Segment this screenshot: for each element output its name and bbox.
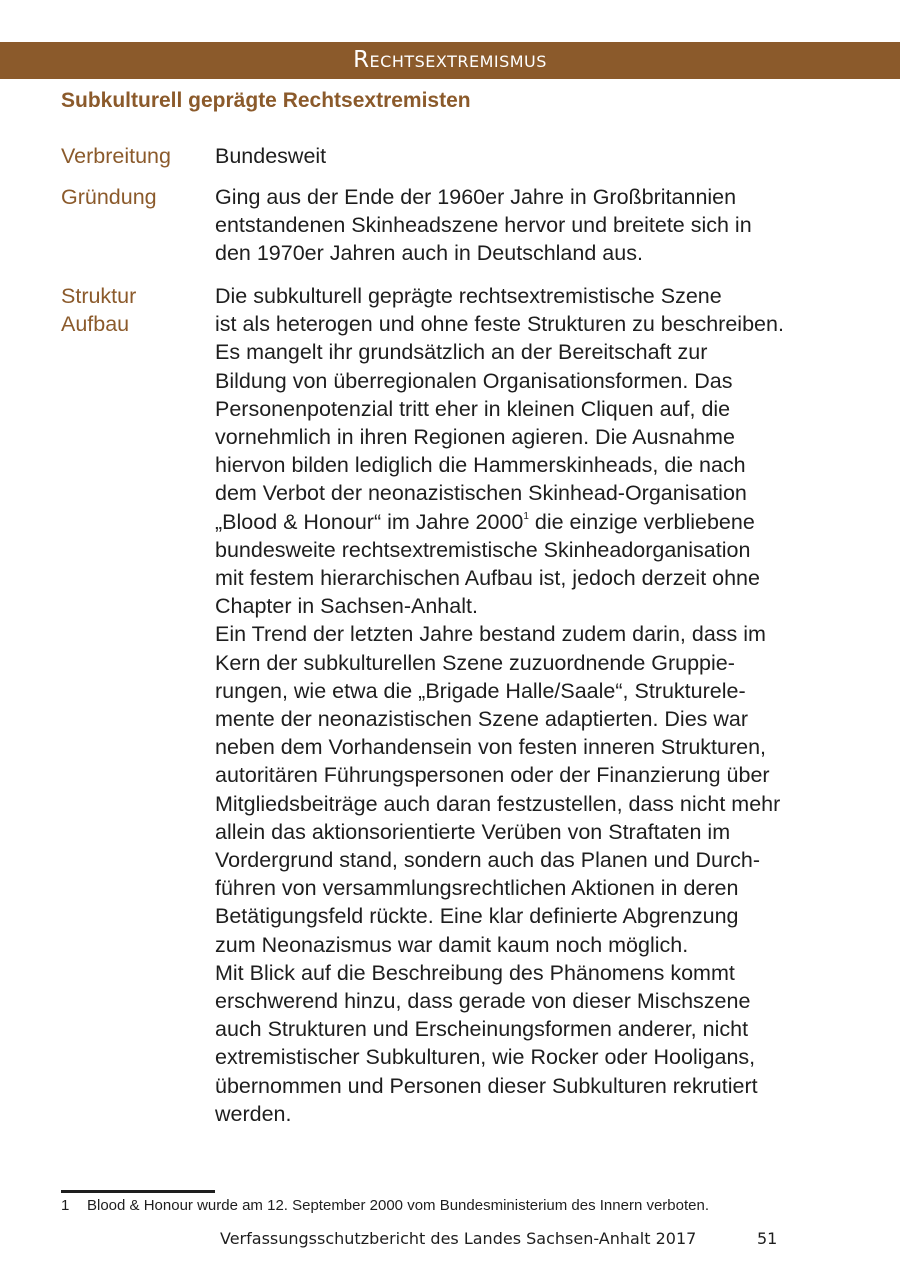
text-line: bundesweite rechtsextremistische Skinheadorganisation [215, 537, 751, 562]
text-line: rungen, wie etwa die „Brigade Halle/Saale“, Strukturele- [215, 678, 746, 703]
label-gruendung: Gründung [61, 185, 157, 209]
footnote-text: Blood & Honour wurde am 12. September 2000 vom Bundesministerium des Innern verboten. [87, 1197, 710, 1214]
text-line: Betätigungsfeld rückte. Eine klar definierte Abgrenzung [215, 904, 739, 929]
text-line: Ging aus der Ende der 1960er Jahre in Großbritannien [215, 185, 737, 209]
text-line: Personenpotenzial tritt eher in kleinen Cliquen auf, die [215, 396, 731, 421]
text-segment: „Blood & Honour“ im Jahre 2000 [215, 509, 524, 534]
label-verbreitung: Verbreitung [61, 144, 171, 168]
chapter-header-bar [0, 42, 900, 79]
footnote [61, 1197, 709, 1214]
text-line: Ein Trend der letzten Jahre bestand zudem darin, dass im [215, 622, 766, 647]
label-struktur [61, 282, 136, 338]
text-line: mente der neonazistischen Szene adaptierten. Dies war [215, 707, 749, 732]
text-line: entstandenen Skinheadszene hervor und breitete sich in [215, 213, 752, 238]
text-line: allein das aktionsorientierte Verüben von Straftaten im [215, 819, 731, 844]
footnote-separator [61, 1190, 215, 1193]
text-line: Mit Blick auf die Beschreibung des Phänomens kommt [215, 960, 735, 985]
text-gruendung [215, 183, 855, 268]
label-struktur-line: Struktur [61, 284, 137, 308]
text-line: mit festem hierarchischen Aufbau ist, jedoch derzeit ohne [215, 566, 760, 591]
text-line: übernommen und Personen dieser Subkulturen rekrutiert [215, 1073, 758, 1098]
text-line: erschwerend hinzu, dass gerade von dieser Mischszene [215, 989, 751, 1014]
text-line: extremistischer Subkulturen, wie Rocker oder Hooligans, [215, 1045, 756, 1070]
text-line: hiervon bilden lediglich die Hammerskinheads, die nach [215, 453, 746, 478]
label-aufbau-line: Aufbau [61, 312, 130, 337]
text-line: Bundesweit [215, 144, 327, 168]
text-line: Vordergrund stand, sondern auch das Planen und Durch- [215, 848, 761, 873]
text-line: zum Neonazismus war damit kaum noch möglich. [215, 932, 689, 957]
text-line: ist als heterogen und ohne feste Strukturen zu beschreiben. [215, 312, 784, 337]
text-line: dem Verbot der neonazistischen Skinhead-Organisation [215, 481, 747, 506]
text-line: Chapter in Sachsen-Anhalt. [215, 594, 478, 619]
text-line-with-footnote [215, 508, 855, 536]
text-line: vornehmlich in ihren Regionen agieren. Die Ausnahme [215, 425, 735, 450]
text-line: neben dem Vorhandensein von festen inneren Strukturen, [215, 735, 767, 760]
text-line: führen von versammlungsrechtlichen Aktionen in deren [215, 876, 739, 901]
footnote-number: 1 [61, 1197, 70, 1214]
text-segment: die einzige verbliebene [528, 509, 755, 534]
text-line: den 1970er Jahren auch in Deutschland aus. [215, 241, 643, 266]
footnote-reference: 1 [523, 510, 529, 522]
text-line: auch Strukturen und Erscheinungsformen anderer, nicht [215, 1017, 749, 1042]
text-line: autoritären Führungspersonen oder der Finanzierung über [215, 763, 770, 788]
text-line: Bildung von überregionalen Organisationsformen. Das [215, 368, 733, 393]
page-number: 51 [757, 1229, 778, 1248]
text-line: Kern der subkulturellen Szene zuzuordnende Gruppie- [215, 650, 735, 675]
text-line: Mitgliedsbeiträge auch daran festzustellen, dass nicht mehr [215, 791, 781, 816]
chapter-title: Rechtsextremismus [353, 47, 547, 73]
footer-text: Verfassungsschutzbericht des Landes Sachsen-Anhalt 2017 [220, 1229, 697, 1248]
text-verbreitung [215, 142, 855, 170]
text-line: Die subkulturell geprägte rechtsextremistische Szene [215, 284, 722, 308]
text-line: Es mangelt ihr grundsätzlich an der Bereitschaft zur [215, 340, 708, 365]
section-title: Subkulturell geprägte Rechtsextremisten [61, 89, 471, 112]
text-line: werden. [215, 1101, 292, 1126]
text-struktur [215, 282, 855, 1128]
